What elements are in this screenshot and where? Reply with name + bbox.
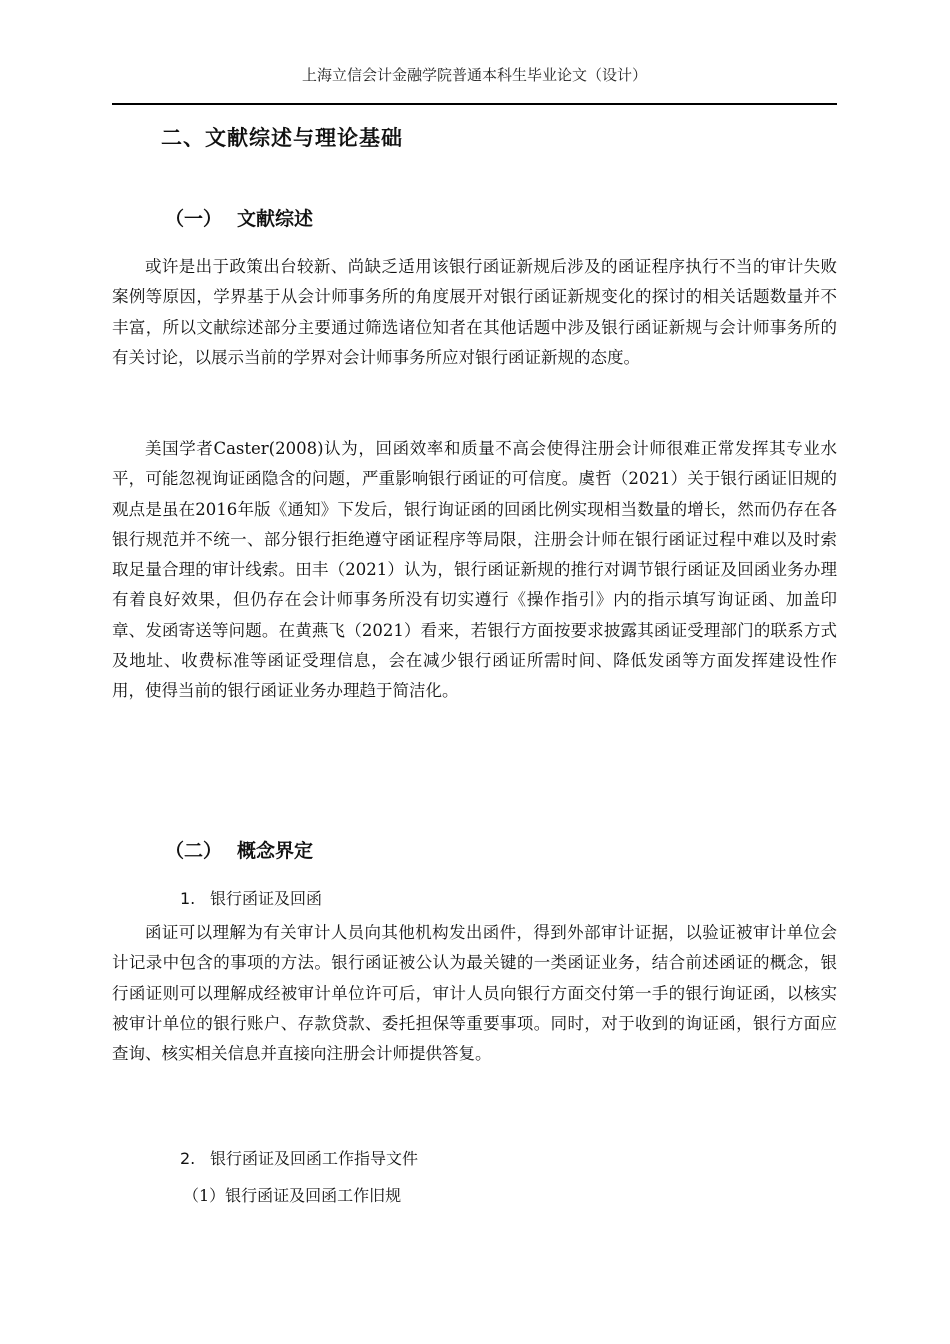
subsection-number: 1. (180, 889, 196, 908)
section-title: 概念界定 (237, 840, 314, 862)
subsection-heading (180, 1146, 418, 1169)
paragraph: 或许是出于政策出台较新、尚缺乏适用该银行函证新规后涉及的函证程序执行不当的审计失败案例等原因，学界基于从会计师事务所的角度展开对银行函证新规变化的探讨的相关话题数量并不丰富，所以文献综述部分主要通过筛选诸位知者在其他话题中涉及银行函证新规与会计师事务所的有关讨论，以展示当前的学界对会计师事务所应对银行函证新规的态度。 (112, 257, 837, 367)
list-item: （1）银行函证及回函工作旧规 (183, 1186, 402, 1205)
section-heading-literature-review (165, 204, 313, 231)
paragraph: 美国学者Caster(2008)认为，回函效率和质量不高会使得注册会计师很难正常发挥其专业水平，可能忽视询证函隐含的问题，严重影响银行函证的可信度。虞哲（2021）关于银行函证旧规的观点是虽在2016年版《通知》下发后，银行询证函的回函比例实现相当数量的增长，然而仍存在各银行规范并不统一、部分银行拒绝遵守函证程序等局限，注册会计师在银行函证过程中难以及时索取足量合理的审计线索。田丰（2021）认为，银行函证新规的推行对调节银行函证及回函业务办理有着良好效果，但仍存在会计师事务所没有切实遵行《操作指引》内的指示填写询证函、加盖印章、发函寄送等问题。在黄燕飞（2021）看来，若银行方面按要求披露其函证受理部门的联系方式及地址、收费标准等函证受理信息，会在减少银行函证所需时间、降低发函等方面发挥建设性作用，使得当前的银行函证业务办理趋于简洁化。 (112, 439, 837, 701)
subsection-title: 银行函证及回函 (210, 889, 323, 908)
section-number: （一） (165, 208, 223, 230)
section-title: 文献综述 (237, 208, 314, 230)
chapter-title: 二、文献综述与理论基础 (161, 126, 403, 150)
running-header: 上海立信会计金融学院普通本科生毕业论文（设计） (301, 66, 647, 84)
header-divider (112, 103, 837, 105)
subsection-heading (180, 886, 322, 909)
section-number: （二） (165, 840, 223, 862)
section-heading-concept-definition (165, 836, 313, 863)
paragraph: 函证可以理解为有关审计人员向其他机构发出函件，得到外部审计证据，以验证被审计单位会计记录中包含的事项的方法。银行函证被公认为最关键的一类函证业务，结合前述函证的概念，银行函证则可以理解成经被审计单位许可后，审计人员向银行方面交付第一手的银行询证函，以核实被审计单位的银行账户、存款贷款、委托担保等重要事项。同时，对于收到的询证函，银行方面应查询、核实相关信息并直接向注册会计师提供答复。 (112, 923, 837, 1064)
subsection-number: 2. (180, 1149, 196, 1168)
subsection-title: 银行函证及回函工作指导文件 (210, 1149, 419, 1168)
